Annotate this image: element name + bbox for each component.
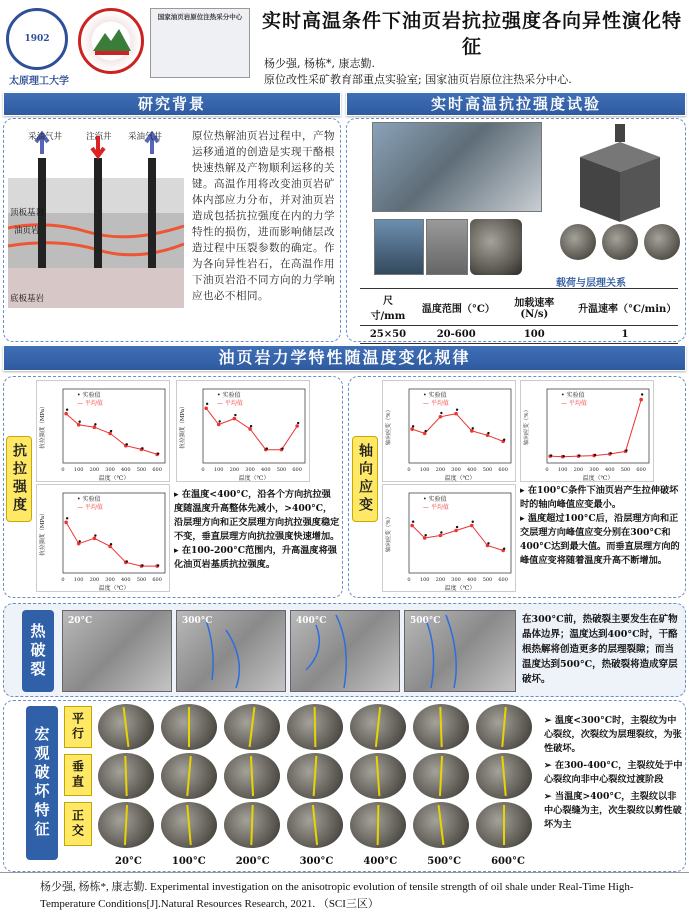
test-photo-small-1 [374,219,424,275]
tensile-side-label: 抗拉强度 [6,436,32,522]
center-box [150,8,250,78]
fracture-disc [350,704,406,750]
test-params-table [360,288,678,344]
table-cell: 1 [572,326,678,344]
fracture-disc [476,704,532,750]
data-point [470,429,474,433]
tick-label: 300 [245,467,255,473]
crack-line [124,756,127,796]
tick-label: 500 [620,467,631,473]
data-point [64,412,68,416]
tick-label: 100 [419,467,430,473]
data-point [266,447,268,449]
tick-label: 300 [105,577,115,583]
legend-exp: • 实验值 [561,392,585,399]
fracture-disc [287,753,343,799]
series-line [412,414,503,442]
fracture-disc [350,753,406,799]
data-point [217,423,221,427]
label-prod-well-2: 采油气井 [128,132,163,142]
crack-line [250,805,253,845]
data-point [110,543,112,545]
tick-label: 0 [407,577,411,583]
fracture-disc [350,802,406,848]
legend-avg: — 平均值 [423,504,449,511]
data-point [295,424,299,428]
tick-label: 500 [276,467,287,473]
legend-avg: — 平均值 [561,400,587,407]
crack-line [314,707,317,747]
tick-label: 0 [61,577,65,583]
data-point [412,521,414,523]
tick-label: 200 [573,467,584,473]
legend-exp: • 实验值 [77,392,101,399]
fracture-disc [287,704,343,750]
data-point [412,425,414,427]
tick-label: 400 [120,467,131,473]
data-point [94,534,96,536]
fracture-disc [413,704,469,750]
crack-lines [176,610,516,692]
table-header: 温度范围（°C） [416,289,497,326]
authors [264,56,572,88]
table-cell: 100 [497,326,573,344]
data-point [410,524,414,528]
tick-label: 0 [201,467,205,473]
sample-cube-diagram [560,122,670,232]
series-line [550,400,641,457]
data-point [218,420,220,422]
temp-label: 300°C [299,856,334,867]
data-point [250,425,252,427]
tick-label: 100 [419,577,430,583]
tick-label: 100 [213,467,224,473]
crack-line [250,756,254,796]
y-axis-label: 抗拉强度（MPa） [40,403,46,449]
data-point [126,560,128,562]
crack-line [123,707,130,747]
data-point [141,447,143,449]
data-point [550,454,552,456]
crack-line [439,707,442,747]
tensile-chart-1 [36,380,170,482]
data-point [578,454,580,456]
crack-side-label: 热破裂 [22,610,54,692]
table-cell: 25×50 [360,326,416,344]
table-header: 升温速率（°C/min） [572,289,678,326]
tick-label: 200 [229,467,240,473]
data-point [126,443,128,445]
legend-exp: • 实验值 [423,496,447,503]
fracture-disc [98,704,154,750]
x-axis-label: 温度（℃） [238,475,270,482]
tensile-bullets [174,488,340,572]
macro-side-label: 宏观破坏特征 [26,706,58,860]
legend-avg: — 平均值 [217,400,243,407]
tick-label: 300 [589,467,599,473]
tick-label: 0 [407,467,411,473]
label-injection-well: 注汽井 [86,132,112,142]
macro-bullets [544,714,684,832]
affiliation: 原位改性采矿教育部重点实验室; 国家油页岩原位注热采分中心. [264,73,572,86]
data-point [562,455,564,457]
test-photo-main [372,122,542,212]
tick-label: 600 [152,577,162,583]
tick-label: 300 [451,577,461,583]
data-point [439,534,443,538]
crack-line [439,756,443,796]
table-header: 尺寸/mm [360,289,416,326]
crack-line [501,756,506,796]
data-point [625,449,627,451]
data-point [64,521,68,525]
data-point [472,521,474,523]
legend-avg: — 平均值 [77,504,103,511]
tick-label: 400 [466,577,477,583]
data-point [141,564,143,566]
crack-text: 在300°C前，热破裂主要发生在矿物晶体边界；温度达到400°C时，干酪根热解将创造更多的层理裂隙；而当温度达到500°C，热破裂将造成穿层破坏。 [522,614,678,685]
data-point [110,430,112,432]
x-axis-label: 温度（℃） [98,475,130,482]
legend-exp: • 实验值 [77,496,101,503]
fracture-disc [287,802,343,848]
data-point [93,537,97,541]
y-axis-label: 抗拉强度（MPa） [40,510,46,556]
tensile-chart-2 [176,380,310,482]
tick-label: 600 [498,467,508,473]
legend-exp: • 实验值 [217,392,241,399]
section-test-title: 实时高温抗拉强度试验 [346,92,686,116]
sample-disc-2 [602,224,638,260]
crack-line [186,805,191,845]
data-point [157,564,159,566]
data-point [206,403,208,405]
macro-bullet-3: ➢ 当温度>400°C，主裂纹以非中心裂缝为主，次生裂纹以剪性破坏为主 [544,791,682,830]
table-header: 加载速率(N/s) [497,289,573,326]
legend-avg: — 平均值 [423,400,449,407]
data-point [204,406,208,410]
table-header-row [360,289,678,326]
author-list: 杨少强, 杨栋*, 康志勤. [264,57,375,70]
data-point [470,524,474,528]
reservoir-diagram [8,128,184,318]
x-axis-label: 温度（℃） [444,475,476,482]
fracture-disc [161,802,217,848]
data-point [248,427,252,431]
strain-chart-1 [382,380,516,482]
test-photo-furnace [426,219,468,275]
macro-temp-labels [100,856,540,867]
tick-label: 500 [482,467,493,473]
row-label-vertical: 垂直 [64,754,92,796]
x-axis-label: 温度（℃） [582,475,614,482]
sample-disc-3 [644,224,680,260]
fracture-disc [224,704,280,750]
tick-label: 0 [545,467,549,473]
sem-temp-label: 400°C [296,616,327,626]
data-point [639,398,643,402]
data-point [410,427,414,431]
legend-exp: • 实验值 [423,392,447,399]
data-point [423,536,427,540]
label-oil-shale: 油页岩 [14,226,40,236]
y-axis-label: 轴向应变（%） [386,513,392,553]
crack-line [376,756,381,796]
fracture-disc [476,753,532,799]
crack-line [249,707,256,747]
data-point [440,412,442,414]
tick-label: 500 [136,577,147,583]
tick-label: 300 [451,467,461,473]
data-point [440,531,442,533]
data-point [66,409,68,411]
crack-line [312,805,318,845]
y-axis-label: 轴向应变（%） [386,406,392,446]
data-point [487,432,489,434]
data-point [424,430,426,432]
label-roof-rock: 顶板基岩 [10,208,45,218]
tensile-chart-3 [36,484,170,592]
label-floor-rock: 底板基岩 [10,294,45,304]
data-point [610,452,612,454]
tick-label: 600 [152,467,162,473]
strain-chart-3 [382,484,516,592]
strain-chart-2 [520,380,654,482]
tick-label: 100 [73,467,84,473]
data-point [233,417,237,421]
page-title: 实时高温条件下油页岩抗拉强度各向异性演化特征 [262,10,683,58]
data-point [641,393,643,395]
data-point [456,526,458,528]
fracture-disc [161,704,217,750]
crack-line [124,805,128,845]
tick-label: 600 [636,467,646,473]
data-point [456,409,458,411]
tick-label: 200 [435,577,446,583]
mountain-icon [81,11,141,71]
data-point [157,452,159,454]
data-point [503,438,505,440]
tick-label: 400 [120,577,131,583]
temp-label: 200°C [235,856,270,867]
crack-line [503,805,505,845]
fracture-photo-grid [98,704,538,852]
fracture-disc [413,753,469,799]
label-prod-well-1: 采油气井 [28,132,63,142]
data-point [472,427,474,429]
x-axis-label: 温度（℃） [444,585,476,592]
crack-line [375,707,381,747]
data-point [78,421,80,423]
data-point [281,447,283,449]
data-point [487,542,489,544]
data-point [439,415,443,419]
tick-label: 100 [73,577,84,583]
data-point [454,412,458,416]
temp-label: 100°C [171,856,206,867]
crack-line [186,756,191,796]
background-text: 原位热解油页岩过程中，产物运移通道的创造是实现干酪根快速热解及产物顺利运移的关键。高温作用将改变油页岩矿体内部应力分布，并对油页岩造成包括抗拉强度在内的力学特性的损伤，进而影响储层改造过程中压裂参数的确定。作为各向异性岩石，在高温作用下油页岩沿不同方向的力学响应也必不相同。 [192,130,335,302]
temp-label: 500°C [427,856,462,867]
fracture-disc [224,802,280,848]
data-point [594,454,596,456]
strain-bullet-2: ▸ 温度超过100°C后，沿层理方向和正交层理方向峰值应变分别在300°C和400°C达到最大值。而垂直层理方向的峰值应变将随着温度升高不断增加。 [520,513,680,566]
fracture-disc [98,753,154,799]
crack-line [438,805,445,845]
legend-avg: — 平均值 [77,400,103,407]
y-axis-label: 抗拉强度（MPa） [180,403,186,449]
y-axis-label: 轴向应变（%） [524,406,530,446]
header [0,0,689,92]
tick-label: 200 [89,577,100,583]
sem-temp-label: 300°C [182,616,213,626]
tick-label: 500 [482,577,493,583]
data-point [94,423,96,425]
tick-label: 600 [292,467,302,473]
fracture-disc [413,802,469,848]
tick-label: 200 [89,467,100,473]
tick-label: 400 [466,467,477,473]
sem-temp-label: 20°C [68,616,93,626]
tick-label: 500 [136,467,147,473]
row-label-parallel: 平行 [64,706,92,748]
crack-line [377,805,380,845]
crack-line [313,756,318,796]
table-row [360,326,678,344]
data-point [93,425,97,429]
tick-label: 0 [61,467,65,473]
loading-caption: 载荷与层理关系 [556,278,626,289]
tick-label: 200 [435,467,446,473]
data-point [424,534,426,536]
test-photo-sample [470,219,522,275]
data-point [78,540,80,542]
data-point [66,517,68,519]
center-box-title: 国家油页岩原位注热采分中心 [157,13,243,21]
temp-label: 400°C [363,856,398,867]
section-mech-title: 油页岩力学特性随温度变化规律 [3,345,686,371]
lab-logo [78,8,144,74]
logo-year: 1902 [24,34,50,44]
crack-line [188,707,190,747]
sem-temp-label: 500°C [410,616,441,626]
tensile-bullet-1: ▸ 在温度<400°C，沿各个方向抗拉强度随温度升高整体先减小，>400°C，沿层理方向和正交层理方向抗拉强度稳定不变，垂直层理方向抗拉强度快速增加。 [174,489,340,542]
strain-bullets [520,484,684,568]
section-background-title: 研究背景 [3,92,341,116]
sample-disc-1 [560,224,596,260]
macro-bullet-1: ➢ 温度<300°C时，主裂纹为中心裂纹，次裂纹为层理裂纹，为张性破坏。 [544,715,682,754]
temp-label: 20°C [115,856,142,867]
citation: 杨少强, 杨栋*, 康志勤. Experimental investigation on the anisotropic evolution of tensile strength of oil shale under Real-Time High-Temperature Conditions[J].Natural Resources Research, 2021. （SCI三区） [0,872,689,919]
fracture-disc [224,753,280,799]
data-point [503,548,505,550]
x-axis-label: 温度（℃） [98,585,130,592]
data-point [297,422,299,424]
strain-bullet-1: ▸ 在100°C条件下油页岩产生拉伸破坏时的轴向峰值应变最小。 [520,485,679,510]
tick-label: 100 [557,467,568,473]
macro-bullet-2: ➢ 在300-400°C，主裂纹处于中心裂纹向非中心裂纹过渡阶段 [544,760,683,785]
university-name: 太原理工大学 [9,76,69,87]
tick-label: 600 [498,577,508,583]
data-point [234,414,236,416]
tick-label: 400 [604,467,615,473]
row-label-orthogonal: 正交 [64,802,92,846]
tick-label: 300 [105,467,115,473]
tensile-bullet-2: ▸ 在100-200°C范围内，升高温度将强化油页岩基质抗拉强度。 [174,545,337,570]
data-point [454,529,458,533]
university-logo [6,8,68,70]
strain-side-label: 轴向应变 [352,436,378,522]
table-cell: 20-600 [416,326,497,344]
temp-label: 600°C [491,856,525,867]
tick-label: 400 [260,467,271,473]
fracture-disc [161,753,217,799]
fracture-disc [98,802,154,848]
fracture-disc [476,802,532,848]
crack-line [501,707,506,747]
data-point [77,423,81,427]
